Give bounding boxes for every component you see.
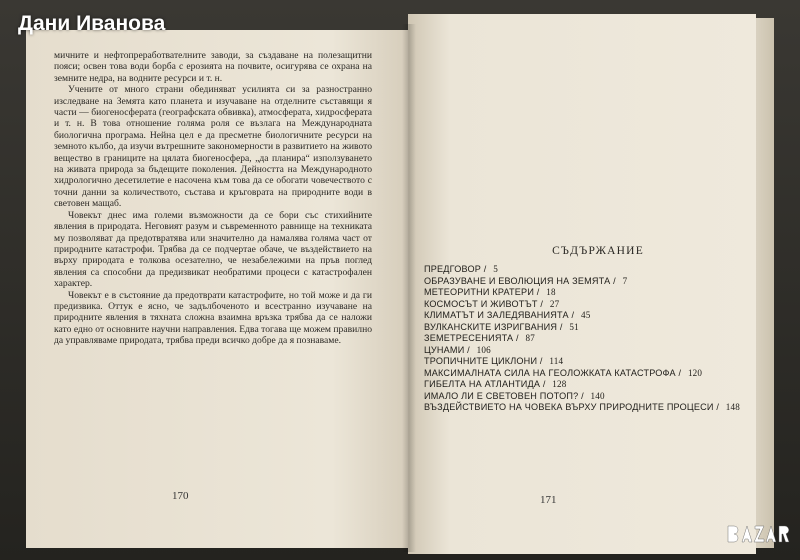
- toc-entry-page: 148: [725, 402, 741, 412]
- toc-entry-title: МЕТЕОРИТНИ КРАТЕРИ: [424, 287, 535, 297]
- toc-entry-page: 18: [546, 287, 556, 297]
- toc-entry-title: ПРЕДГОВОР: [424, 264, 482, 274]
- toc-entry-page: 87: [525, 333, 535, 343]
- toc-entry: ОБРАЗУВАНЕ И ЕВОЛЮЦИЯ НА ЗЕМЯТА / 7: [424, 275, 628, 286]
- toc-entry: КОСМОСЪТ И ЖИВОТЪТ / 27: [424, 298, 560, 309]
- toc-entry: МЕТЕОРИТНИ КРАТЕРИ / 18: [424, 287, 556, 297]
- toc-entry-page: 27: [549, 298, 560, 309]
- paragraph: мичните и нефтопреработвателните заводи, за създаване на полезащитни пояси; освен това води борба с ерозията на почвите, осигурява се охрана на земните недра, на водните ресурси и т. н.: [54, 50, 372, 84]
- toc-entry: ИМАЛО ЛИ Е СВЕТОВЕН ПОТОП? / 140: [424, 390, 605, 401]
- toc-entry-page: 120: [687, 367, 703, 378]
- toc-entry-title: МАКСИМАЛНАТА СИЛА НА ГЕОЛОЖКАТА КАТАСТРОФА: [424, 367, 676, 378]
- toc-entry-title: ИМАЛО ЛИ Е СВЕТОВЕН ПОТОП?: [424, 390, 579, 401]
- toc-entry-page: 128: [552, 379, 567, 389]
- toc-entry-title: ОБРАЗУВАНЕ И ЕВОЛЮЦИЯ НА ЗЕМЯТА: [424, 275, 611, 286]
- toc-entry-title: ВЪЗДЕЙСТВИЕТО НА ЧОВЕКА ВЪРХУ ПРИРОДНИТЕ ПРОЦЕСИ: [424, 402, 714, 412]
- book-gutter: [402, 24, 416, 552]
- left-page-number: 170: [172, 490, 189, 502]
- toc-entry-page: 106: [476, 344, 491, 355]
- toc-entry-title: ВУЛКАНСКИТЕ ИЗРИГВАНИЯ: [424, 321, 558, 332]
- toc-entry: КЛИМАТЪТ И ЗАЛЕДЯВАНИЯТА / 45: [424, 310, 591, 320]
- toc-entry-page: 51: [569, 321, 579, 332]
- toc-entry: ЦУНАМИ / 106: [424, 344, 491, 355]
- toc-entry: ТРОПИЧНИТЕ ЦИКЛОНИ / 114: [424, 356, 564, 366]
- paragraph: Човекът е в състояние да предотврати катастрофите, но той може и да ги предизвика. Оттук е ясно, че задълбоченото и всестранно изучаване на природните явления в тяхната сложна взаимна връзка трябва да се наложи като едно от основните научни направления. Едва тогава ще можем правилно да управляваме природата, трябва преди всичко добре да я познаваме.: [54, 289, 372, 347]
- toc-entry: ВЪЗДЕЙСТВИЕТО НА ЧОВЕКА ВЪРХУ ПРИРОДНИТЕ ПРОЦЕСИ / 148: [424, 402, 741, 412]
- toc-entry-page: 45: [580, 310, 591, 320]
- seller-watermark: Дани Иванова: [18, 12, 166, 35]
- toc-entry: ГИБЕЛТА НА АТЛАНТИДА / 128: [424, 379, 567, 389]
- toc-entry-page: 140: [590, 390, 605, 401]
- paragraph: Учените от много страни обединяват усилията си за разностранно изследване на Земята като планета и изучаване на отделните съставящи я части — биогеносферата (географската обвивка), атмосферата, хидросферата и т. н. В това отношение голяма роля се възлага на Международната биологична програма. Нейна цел е да пресметне биологичните ресурси на земното кълбо, да изучи вътрешните закономерности в развитието на живото вещество в границите на цялата биогеносфера, „да планира“ използуването на живата природа за бъдещите поколения. Дейността на Международното хидрологично десетилетие е насочена към това да се обогати човечеството с точни данни за количеството, състава и кръговрата на природните води в световен мащаб.: [54, 84, 372, 210]
- left-page-text: [54, 50, 372, 347]
- toc-entry-title: ЦУНАМИ: [424, 344, 465, 355]
- toc-entry-title: ТРОПИЧНИТЕ ЦИКЛОНИ: [424, 356, 538, 366]
- toc-entry-page: 7: [622, 275, 628, 286]
- toc-entry-title: КОСМОСЪТ И ЖИВОТЪТ: [424, 298, 538, 309]
- toc-title: СЪДЪРЖАНИЕ: [552, 245, 644, 257]
- paragraph: Човекът днес има големи възможности да се бори със стихийните явления в природата. Неговият разум и съвременното равнище на техниката му позволяват да предотвратява или значително да намалява голяма част от природните катастрофи. Трябва да се подчертае обаче, че въздействието на върху природата е толкова осезателно, че незабележими на пръв поглед явления са способни да предизвикат необратими процеси с катастрофален характер.: [54, 209, 372, 290]
- toc-entry: ВУЛКАНСКИТЕ ИЗРИГВАНИЯ / 51: [424, 321, 579, 332]
- table-of-contents: [424, 264, 744, 414]
- right-page-number: 171: [540, 494, 557, 506]
- page-stack-edge: [756, 18, 774, 548]
- toc-entry-title: КЛИМАТЪТ И ЗАЛЕДЯВАНИЯТА: [424, 310, 569, 320]
- toc-entry: ПРЕДГОВОР / 5: [424, 264, 498, 274]
- toc-entry-title: ГИБЕЛТА НА АТЛАНТИДА: [424, 379, 541, 389]
- toc-entry-page: 5: [493, 264, 498, 274]
- toc-entry: ЗЕМЕТРЕСЕНИЯТА / 87: [424, 333, 535, 343]
- toc-entry-page: 114: [549, 356, 564, 366]
- bazar-logo: [724, 518, 794, 550]
- toc-entry: МАКСИМАЛНАТА СИЛА НА ГЕОЛОЖКАТА КАТАСТРОФА / 120: [424, 367, 703, 378]
- toc-entry-title: ЗЕМЕТРЕСЕНИЯТА: [424, 333, 514, 343]
